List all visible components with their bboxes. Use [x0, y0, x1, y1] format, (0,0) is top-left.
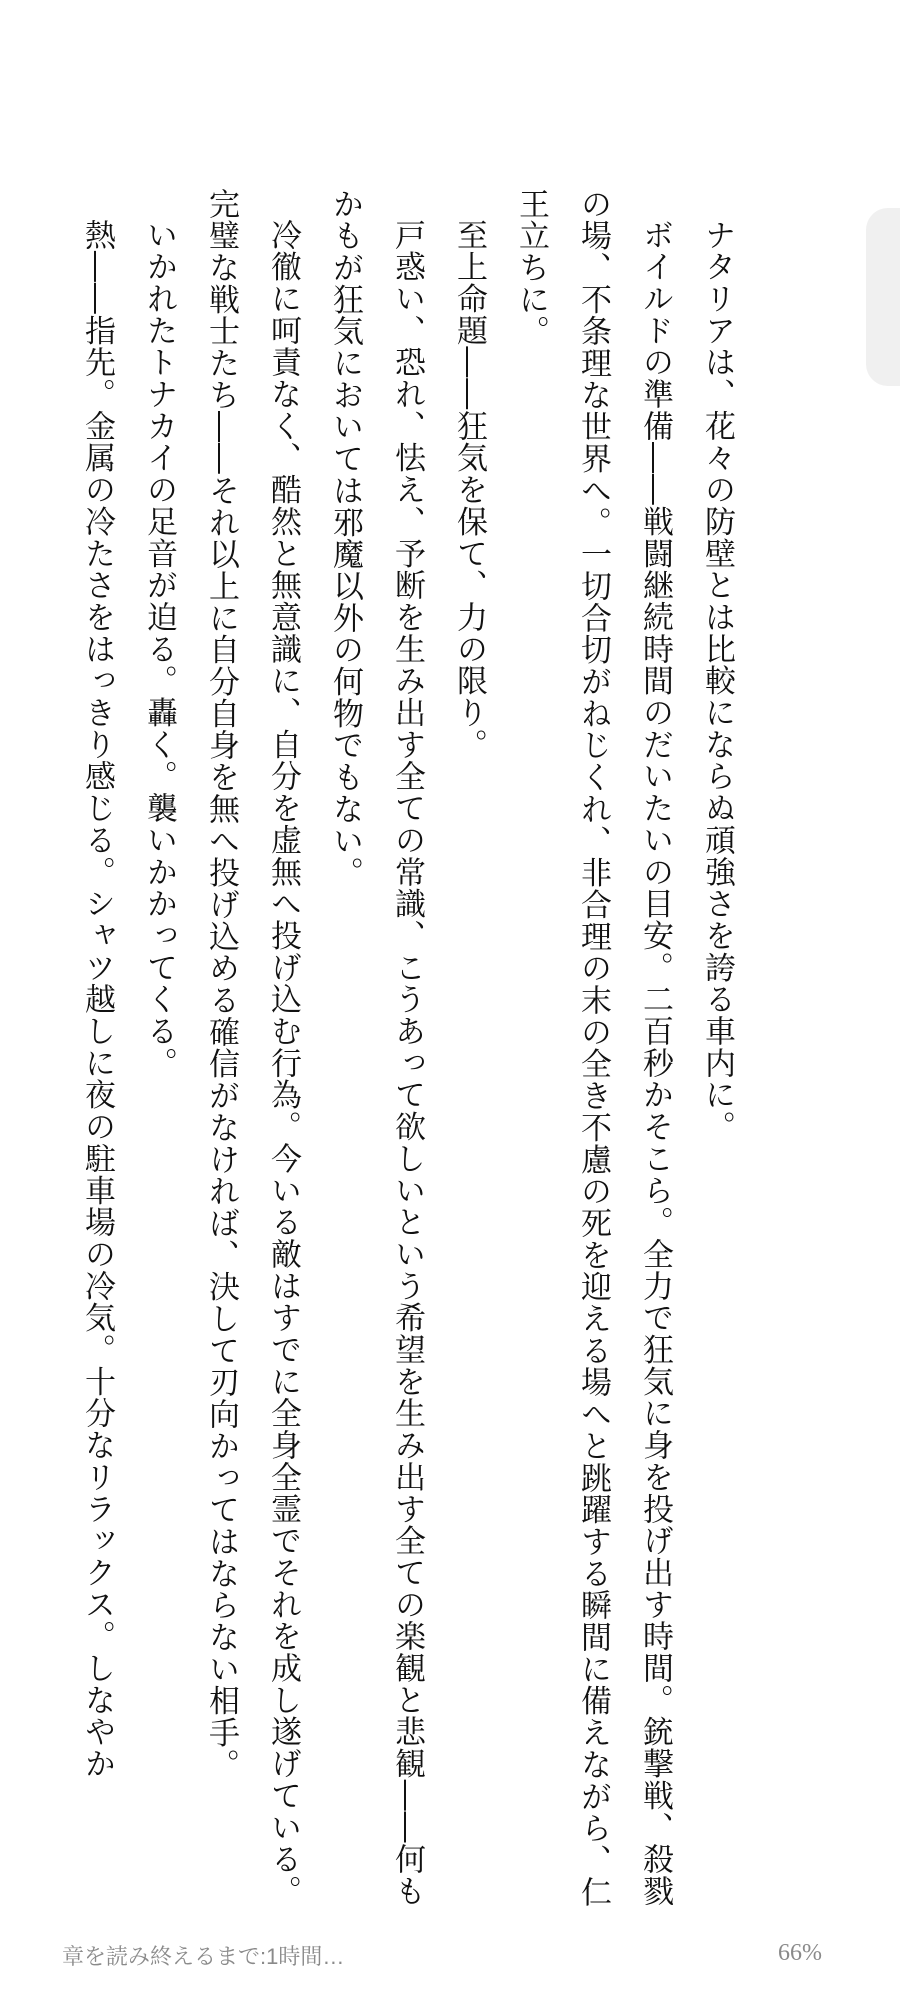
paragraph-4: 戸惑い、恐れ、怯え、予断を生み出す全ての常識、こうあって欲しいという希望を生み出す全ての楽観と悲観――何もかもが狂気においては邪魔以外の何物でもない。	[327, 188, 425, 1908]
paragraph-5: 冷徹に呵責なく、酷然と無意識に、自分を虚無へ投げ込む行為。今いる敵はすでに全身全霊でそれを成し遂げている。完璧な戦士たち――それ以上に自分自身を無へ投げ込める確信がなければ、決して刃向かってはならない相手。	[203, 188, 301, 1908]
book-progress-percent: 66%	[778, 1940, 822, 1966]
menu-pull-tab[interactable]	[866, 208, 900, 386]
paragraph-3: 至上命題――狂気を保て、力の限り。	[451, 219, 487, 761]
paragraph-2: ボイルドの準備――戦闘継続時間のだいたいの目安。二百秒かそこら。全力で狂気に身を投げ出す時間。銃撃戦、殺戮の場、不条理な世界へ。一切合切がねじくれ、非合理の末の全き不慮の死を迎える場へと跳躍する瞬間に備えながら、仁王立ちに。	[513, 188, 673, 1908]
paragraph-1: ナタリアは、花々の防壁とは比較にならぬ頑強さを誇る車内に。	[699, 219, 735, 1143]
paragraph-6: いかれたトナカイの足音が迫る。轟く。襲いかかってくる。	[141, 219, 177, 1079]
vertical-text-body	[68, 188, 748, 1918]
paragraph-7: 熱――指先。金属の冷たさをはっきり感じる。シャツ越しに夜の駐車場の冷気。十分なリラックス。しなやか	[79, 219, 115, 1780]
chapter-time-remaining: 章を読み終えるまで:1時間…	[62, 1944, 345, 1969]
